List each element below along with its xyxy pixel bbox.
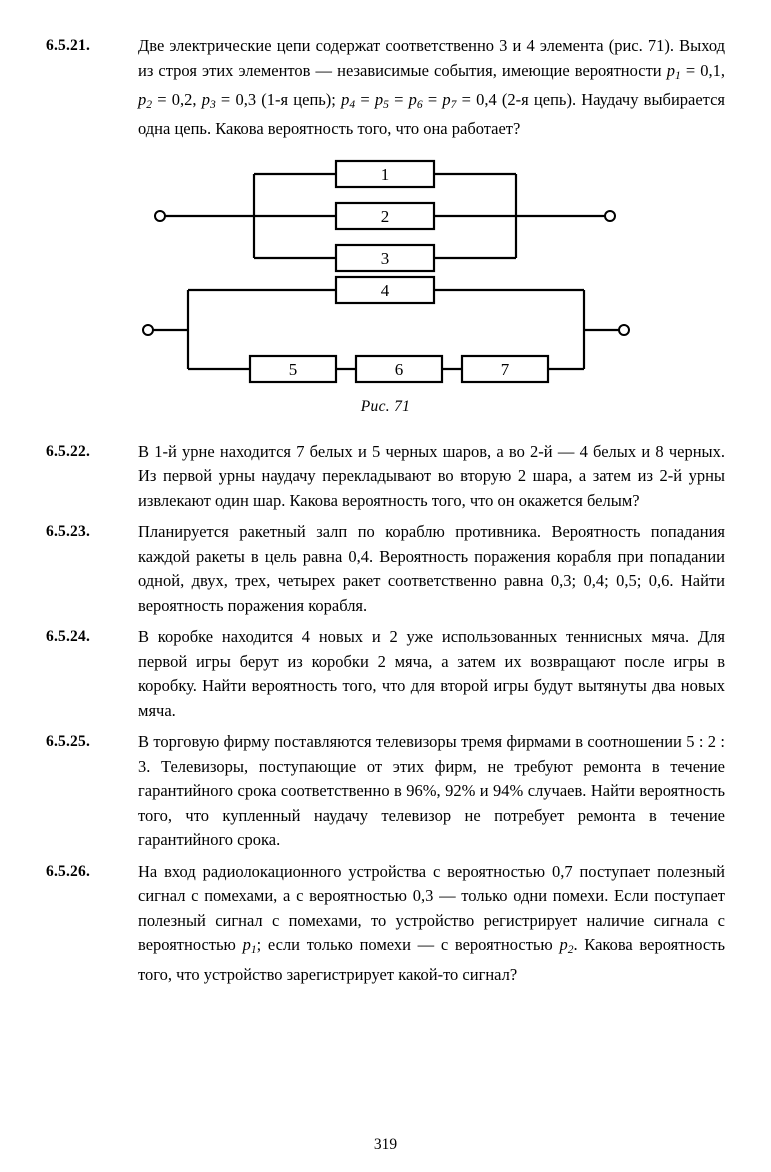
problem-number: 6.5.24. xyxy=(46,628,91,646)
problem-number: 6.5.23. xyxy=(46,523,91,541)
problem-text: Две электрические цепи содержат соответственно 3 и 4 элемента (рис. 71). Выход из строя этих элементов — независимые события, имеющие вероятности $p_1 = 0,1$, $p_2 = 0,2$, $p_3 = 0,3$ (1-я цепь); $p_4 = p_5 = p_6 = p_7 = 0,4$ (2-я цепь). Наудачу выбирается одна цепь. Какова вероятность того, что она работает? xyxy=(138,36,726,139)
problem-text: В 1-й урне находится 7 белых и 5 черных шаров, а во 2-й — 4 белых и 8 черных. Из первой урны наудачу перекладывают во вторую 2 шара, а затем из 2-й урны извлекают один шар. Какова вероятность того, что он окажется белым? xyxy=(138,441,725,510)
circuit-element-label-1: 1 xyxy=(380,164,389,184)
problem-text: На вход радиолокационного устройства с вероятностью 0,7 поступает полезный сигнал с помехами, а с вероятностью 0,3 — только одни помехи. Если поступает полезный сигнал с помехами, то устройство регистрирует наличие сигнала с вероятностью $p_1$; если только помехи — с вероятностью $p_2$. Какова вероятность того, что устройство зарегистрирует какой-то сигнал? xyxy=(138,861,725,984)
problem-6-5-22 xyxy=(46,440,725,514)
figure-spacer xyxy=(46,422,725,440)
circuit-element-label-4: 4 xyxy=(380,280,389,300)
circuit-element-label-5: 5 xyxy=(288,359,297,379)
problem-6-5-24 xyxy=(46,625,725,723)
problem-text: В коробке находится 4 новых и 2 уже использованных теннисных мяча. Для первой игры берут из коробки 2 мяча, а затем их возвращают после игры в коробку. Найти вероятность того, что для второй игры будут вытянуты два новых мяча. xyxy=(138,627,725,720)
figure-caption: Рис. 71 xyxy=(360,397,411,415)
problem-6-5-21 xyxy=(46,34,725,142)
problem-number: 6.5.26. xyxy=(46,862,91,880)
problem-number: 6.5.25. xyxy=(46,733,91,751)
problem-6-5-25 xyxy=(46,730,725,853)
problem-6-5-26 xyxy=(46,860,725,987)
circuit-element-label-3: 3 xyxy=(380,248,389,268)
figure-71 xyxy=(46,154,725,416)
problem-6-5-23 xyxy=(46,520,725,618)
problem-text: Планируется ракетный залп по кораблю противника. Вероятность попадания каждой ракеты в цель равна 0,4. Вероятность поражения корабля при попадании одной, двух, трех, четырех ракет соответственно равна 0,3; 0,4; 0,5; 0,6. Найти вероятность поражения корабля. xyxy=(138,522,725,615)
problem-number: 6.5.22. xyxy=(46,442,91,460)
circuit-element-label-7: 7 xyxy=(500,359,509,379)
circuit-diagram xyxy=(136,154,636,384)
problem-text: В торговую фирму поставляются телевизоры тремя фирмами в соотношении 5 : 2 : 3. Телевизоры, поступающие от этих фирм, не требуют ремонта в течение гарантийного срока соответственно в 96%, 92% и 94% случаев. Найти вероятность того, что купленный наудачу телевизор не потребует ремонта в течение гарантийного срока. xyxy=(138,732,725,850)
page-number: 319 xyxy=(373,1136,398,1153)
circuit-element-label-6: 6 xyxy=(394,359,403,379)
problem-number: 6.5.21. xyxy=(46,37,91,54)
circuit-element-label-2: 2 xyxy=(380,206,389,226)
